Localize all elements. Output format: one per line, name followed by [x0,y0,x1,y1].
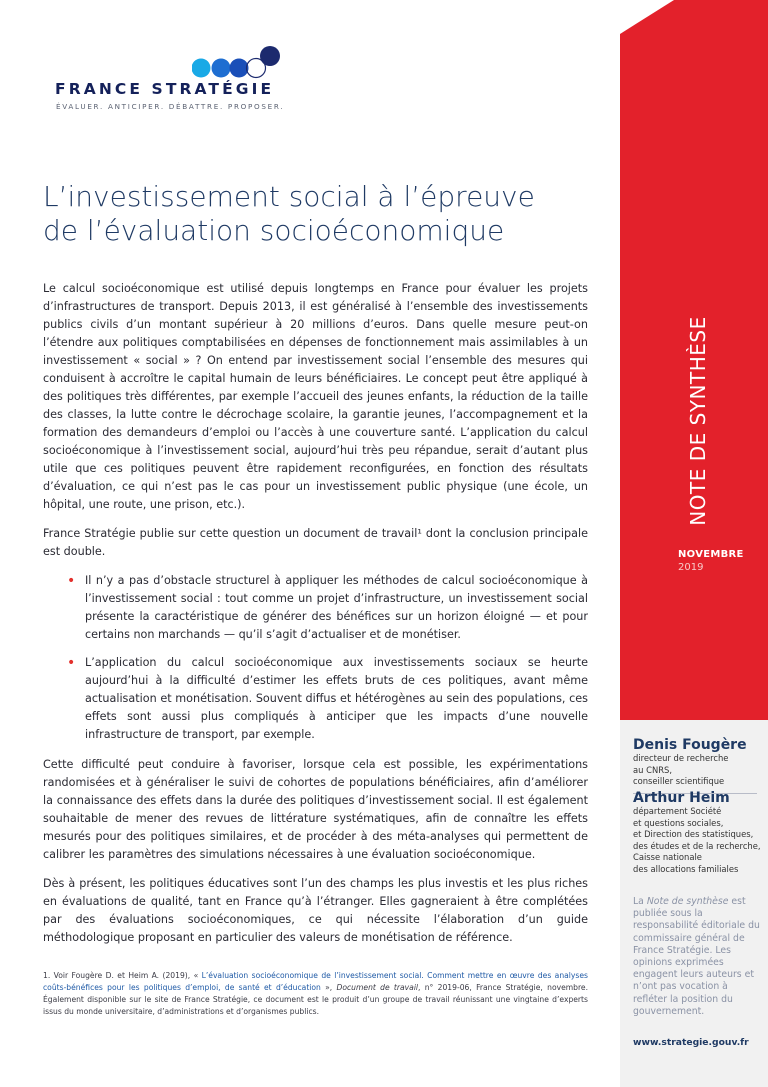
author-role: au CNRS, [633,764,673,775]
author-card [633,790,763,875]
list-item-text: L’application du calcul socioéconomique aux investissements sociaux se heurte aujourd’hui à la difficulté d’estimer les effets bruts de ces politiques, avant même actualisation et monétisation. Souvent diffus et hétérogènes au sein des populations, ces effets sont aussi plus compliqués à anticiper que les impacts d’une nouvelle infrastructure de transport, par exemple. [85,656,588,741]
title-line-1: L’investissement social à l’épreuve [43,180,535,213]
author-name: Arthur Heim [633,790,730,806]
author-role: et Direction des statistiques, [633,829,754,839]
conclusion-list [43,572,588,744]
logo-circle-light [192,59,211,78]
title-line-2: de l’évaluation socioéconomique [43,214,505,247]
author-role: Caisse nationale [633,852,702,862]
paragraph-education: Dès à présent, les politiques éducatives sont l’un des champs les plus investis et les plus riches en évaluations de qualité, tant en France qu’à l’étranger. Elles gagneraient à être complétées par des évaluations socioéconomiques, ce qui nécessite l’élaboration d’un guide méthodologique proposant en particulier des valeurs de monétisation de référence. [43,877,588,944]
footnote-prefix: 1. Voir Fougère D. et Heim A. (2019), « [43,971,202,980]
document-type-label [680,310,716,532]
page-title [43,180,603,248]
publication-year: 2019 [678,562,704,573]
publication-month: NOVEMBRE [678,549,744,560]
author-role: département Société [633,806,722,816]
footnote-suffix: , n° 2019-06, France Stratégie, novembre. Également disponible sur le site de France Stratégie, ce document est le produit d’un groupe de travail réunissant une vingtaine d’experts issus du monde universitaire, d’administrations et d’organismes publics. [43,983,589,1016]
list-item [43,572,588,644]
france-strategie-logo [55,45,295,115]
footnote [43,970,588,1018]
author-card [633,737,763,794]
logo-circle-mid [212,59,231,78]
website-link[interactable]: www.strategie.gouv.fr [633,1037,749,1048]
list-item-text: Il n’y a pas d’obstacle structurel à appliquer les méthodes de calcul socioéconomique à l’investissement social : tout comme un projet d’infrastructure, un investissement social présente la caractéristique de générer des bénéfices sur un horizon éloigné — et pour certains non marchands — qu’il s’agit d’actualiser et de monétiser. [85,574,588,641]
author-name: Denis Fougère [633,737,747,753]
document-type-text: NOTE DE SYNTHÈSE [686,316,710,526]
editorial-post: est publiée sous la responsabilité éditoriale du commissaire général de France Stratégie. Les opinions exprimées engagent leurs auteurs et n’ont pas vocation à refléter la position du gouvernement. [633,896,760,1017]
list-item [43,654,588,744]
logo-circle-dark [260,46,280,66]
logo-circle-blue [230,59,249,78]
bullet-icon: • [67,573,76,589]
logo-name: FRANCE STRATÉGIE [55,80,275,98]
corner-fold [620,0,674,34]
author-role: des allocations familiales [633,863,739,874]
editorial-note [633,896,763,1018]
logo-tagline: ÉVALUER. ANTICIPER. DÉBATTRE. PROPOSER. [56,102,285,111]
footnote-link[interactable]: L’évaluation socioéconomique de l’investissement social. Comment mettre en œuvre des analyses coûts-bénéfices pour les politiques d’emploi, de santé et d’éducation [43,971,588,992]
paragraph-intro: Le calcul socioéconomique est utilisé depuis longtemps en France pour évaluer les projets d’infrastructures de transport. Depuis 2013, il est généralisé à l’ensemble des investissements publics civils d’un montant supérieur à 20 millions d’euros. Dans quelle mesure peut-on l’étendre aux politiques comptabilisées en dépenses de fonctionnement mais assimilables à un investissement « social » ? On entend par investissement social l’ensemble des mesures qui conduisent à accroître le capital humain de leurs bénéficiaires. Le concept peut être appliqué à des politiques très différentes, par exemple l’accueil des jeunes enfants, la réduction de la taille des classes, la lutte contre le décrochage scolaire, la garantie jeunes, l’accompagnement et la formation des demandeurs d’emploi ou l’accès à une couverture santé. L’application du calcul socioéconomique à l’investissement social, aujourd’hui très peu répandue, serait d’autant plus utile que ces politiques peuvent être rapidement reconfigurées, en fonction des résultats d’évaluation, ce qui n’est pas le cas pour un investissement public physique (une école, un hôpital, une route, une prison, etc.). [43,282,588,511]
author-role: et questions sociales, [633,817,724,828]
editorial-pre: La [633,896,647,907]
editorial-em: Note de synthèse [646,896,729,907]
footnote-doc-type: Document de travail [336,983,419,992]
author-role: directeur de recherche [633,753,729,763]
footnote-mid: », [320,983,337,992]
bullet-icon: • [67,655,76,671]
main-text [43,280,588,958]
author-role: conseiller scientifique [633,776,725,786]
author-role: des études et de la recherche, [633,840,761,851]
paragraph-publication: France Stratégie publie sur cette question un document de travail¹ dont la conclusion principale est double. [43,527,588,558]
logo-circles-icon [192,45,302,79]
paragraph-difficulty: Cette difficulté peut conduire à favoriser, lorsque cela est possible, les expérimentations randomisées et à généraliser le suivi de cohortes de populations bénéficiaires, afin d’améliorer la connaissance des effets dans la durée des politiques d’investissement social. Il est également souhaitable de mener des revues de littérature systématiques, afin de connaître les effets mesurés pour des politiques similaires, et de procéder à des méta-analyses qui permettent de calibrer les paramètres des simulations nécessaires à une évaluation socioéconomique. [43,758,588,861]
